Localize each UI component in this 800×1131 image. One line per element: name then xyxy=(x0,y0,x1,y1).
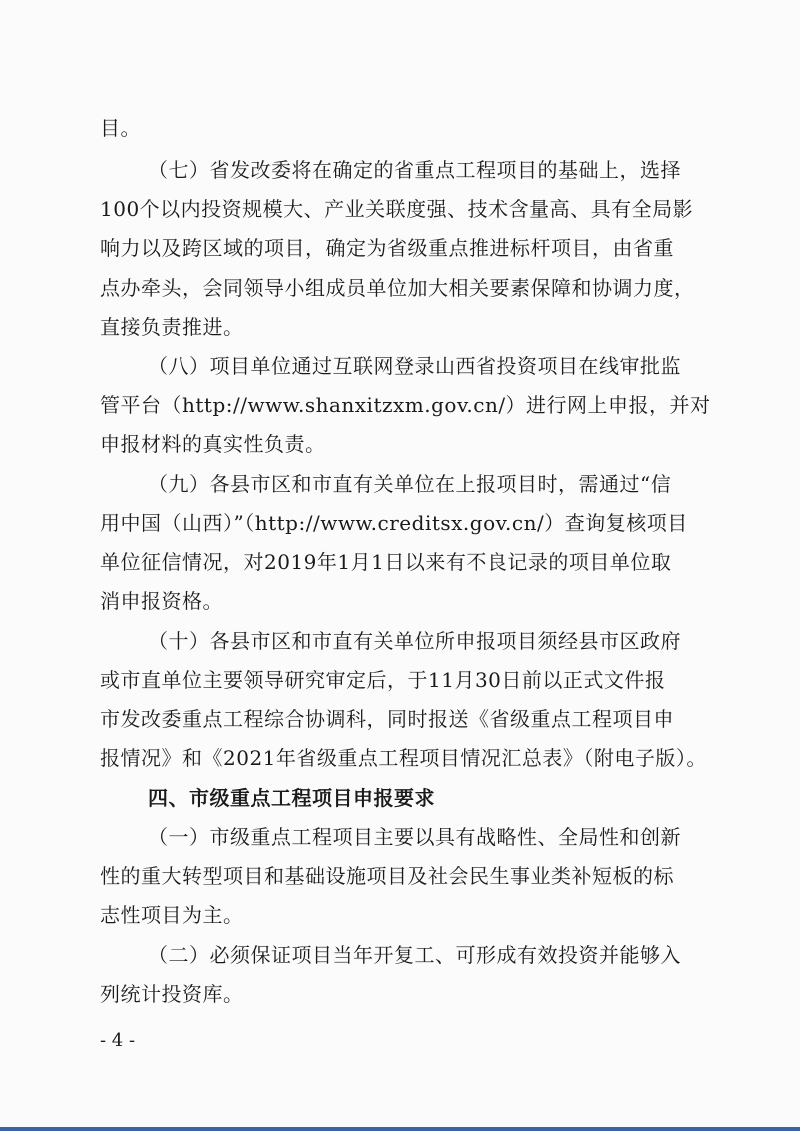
paragraph-line: （七）省发改委将在确定的省重点工程项目的基础上，选择 xyxy=(148,158,681,182)
paragraph-line: 申报材料的真实性负责。 xyxy=(100,432,326,456)
paragraph-line: 用中国（山西）”（http://www.creditsx.gov.cn/）查询复核项目 xyxy=(100,511,688,535)
page-number: - 4 - xyxy=(100,1030,136,1051)
paragraph-line: 单位征信情况，对2019年1月1日以来有不良记录的项目单位取 xyxy=(100,550,672,574)
paragraph-line: 列统计投资库。 xyxy=(100,982,244,1006)
paragraph-line: 点办牵头，会同领导小组成员单位加大相关要素保障和协调力度， xyxy=(100,276,695,300)
paragraph-line: 报情况》和《2021年省级重点工程项目情况汇总表》（附电子版）。 xyxy=(100,746,707,770)
paragraph-line: 目。 xyxy=(100,116,141,140)
paragraph-line: 100个以内投资规模大、产业关联度强、技术含量高、具有全局影 xyxy=(100,197,694,221)
paragraph-line: 管平台（http://www.shanxitzxm.gov.cn/）进行网上申报，并对 xyxy=(100,393,711,417)
paragraph-line: 性的重大转型项目和基础设施项目及社会民生事业类补短板的标 xyxy=(100,864,674,888)
paragraph-line: （二）必须保证项目当年开复工、可形成有效投资并能够入 xyxy=(148,943,681,967)
paragraph-line: 市发改委重点工程综合协调科，同时报送《省级重点工程项目申 xyxy=(100,707,674,731)
paragraph-line: 直接负责推进。 xyxy=(100,315,244,339)
paragraph-line: 响力以及跨区域的项目，确定为省级重点推进标杆项目，由省重 xyxy=(100,236,674,260)
paragraph-line: 或市直单位主要领导研究审定后，于11月30日前以正式文件报 xyxy=(100,668,666,692)
paragraph-line: （一）市级重点工程项目主要以具有战略性、全局性和创新 xyxy=(148,825,681,849)
paragraph-line: 志性项目为主。 xyxy=(100,903,244,927)
paragraph-line: 消申报资格。 xyxy=(100,589,223,613)
bottom-border xyxy=(0,1127,800,1131)
paragraph-line: （九）各县市区和市直有关单位在上报项目时，需通过“信 xyxy=(148,472,672,496)
paragraph-line: （十）各县市区和市直有关单位所申报项目须经县市区政府 xyxy=(148,629,681,653)
section-heading: 四、市级重点工程项目申报要求 xyxy=(148,786,435,810)
paragraph-line: （八）项目单位通过互联网登录山西省投资项目在线审批监 xyxy=(148,354,681,378)
